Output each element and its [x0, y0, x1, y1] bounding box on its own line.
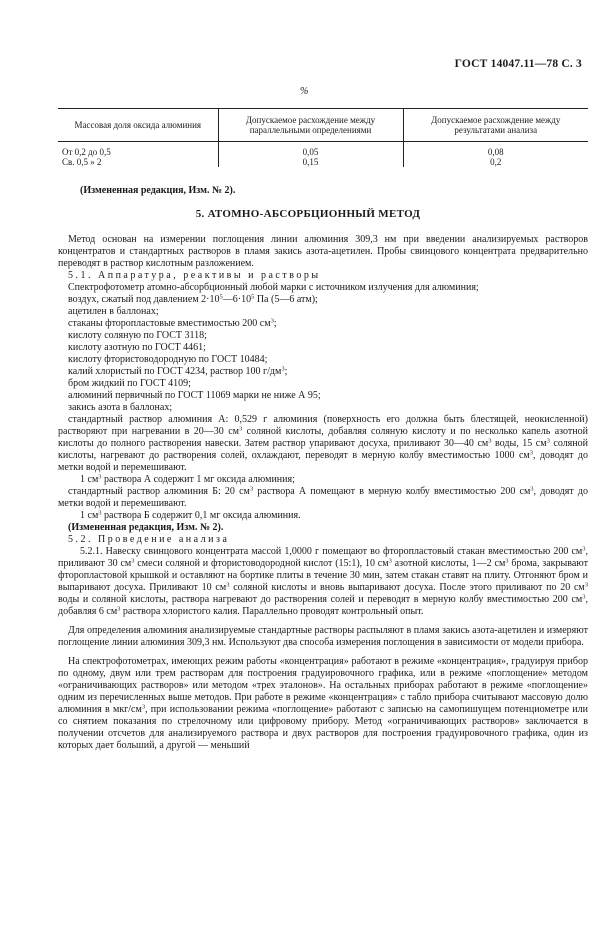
document-body: [58, 234, 588, 752]
reagent-item: кислоту фтористоводородную по ГОСТ 10484;: [68, 354, 268, 365]
measurement-paragraph: Для определения алюминия анализируемые стандартные растворы распыляют в пламя закись азота-ацетилен и измеряют поглощение линии алюминия 309,3 нм. Используют два способа измерения поглощения в зависимости от модели прибора.: [58, 625, 588, 648]
table-cell: От 0,2 до 0,5: [62, 147, 111, 157]
intro-paragraph: Метод основан на измерении поглощения линии алюминия 309,3 нм при введении анализируемых растворов концентратов и стандартных растворов в пламя закись азота-ацетилен. Пробы свинцового концентрата предварительно переводят в раствор кислотным разложением.: [58, 234, 588, 269]
amendment-note: (Измененная редакция, Изм. № 2).: [68, 522, 224, 533]
table-cell: 0,08: [403, 142, 588, 158]
reagent-item: закись азота в баллонах;: [68, 402, 173, 413]
table-cell: Св. 0,5 » 2: [62, 157, 102, 167]
subsection-title: 5.1. Аппаратура, реактивы и растворы: [68, 270, 321, 281]
table-header-cell: Массовая доля оксида алюминия: [58, 109, 218, 142]
page-header: ГОСТ 14047.11—78 С. 3: [454, 58, 582, 70]
table-header-cell: Допускаемое расхождение между результатами анализа: [403, 109, 588, 142]
table-header-row: [58, 109, 588, 142]
reagent-item: ацетилен в баллонах;: [68, 306, 159, 317]
table-row: [58, 157, 588, 167]
amendment-note: (Измененная редакция, Изм. № 2).: [80, 185, 236, 196]
spectrophotometer-paragraph: На спектрофотометрах, имеющих режим работы «концентрация» работают в режиме «концентрация», градуируя прибор по одному, двум или трем растворам для построения градуировочного графика, или в режиме «поглощение» методом «ограничивающих растворов» или методом «трех эталонов». На остальных приборах работают в режиме «поглощение» одним из перечисленных выше методов. При работе в режиме «концентрация» с табло прибора считывают массовую долю алюминия в мкг/$см^3$, при использовании режима «поглощение» работают с записью на самопишущем потенциометре или со снятием показания по стрелочному или цифровому прибору. Метод «ограничивающих растворов» заключается в получении отсчетов для анализируемого раствора и двух растворов для построения градуировочного графика, один из которых дает больший, а другой — меньший: [58, 656, 588, 751]
standard-solution-b: стандартный раствор алюминия Б: 20 $см^3$ раствора А помещают в мерную колбу вместимостью 200 $см^3$, доводят до метки водой и перемешивают.: [58, 485, 589, 509]
reagent-item: воздух, сжатый под давлением $2\cdot 10^5—6\cdot 10^5$ Па (5—6 атм);: [68, 293, 318, 305]
solution-b-content: 1 $см^3$ раствора Б содержит 0,1 мг оксида алюминия.: [80, 509, 301, 521]
solution-a-content: 1 $см^3$ раствора А содержит 1 мг оксида алюминия;: [80, 473, 295, 485]
equipment-item: Спектрофотометр атомно-абсорбционный любой марки с источником излучения для алюминия;: [68, 282, 479, 293]
table-cell: 0,2: [403, 157, 588, 167]
table-header-cell: Допускаемое расхождение между параллельными определениями: [218, 109, 403, 142]
reagent-item: кислоту азотную по ГОСТ 4461;: [68, 342, 206, 353]
table-cell: 0,05: [218, 142, 403, 158]
reagent-item: кислоту соляную по ГОСТ 3118;: [68, 330, 207, 341]
reagent-item: бром жидкий по ГОСТ 4109;: [68, 378, 191, 389]
table-row: [58, 142, 588, 158]
reagent-item: калий хлористый по ГОСТ 4234, раствор 100 $г/дм^3$;: [68, 365, 288, 377]
subsection-title: 5.2. Проведение анализа: [68, 534, 230, 545]
reagent-item: стаканы фторопластовые вместимостью 200 $см^3$;: [68, 317, 277, 329]
section-title: 5. АТОМНО-АБСОРБЦИОННЫЙ МЕТОД: [195, 208, 421, 220]
standard-solution-a: стандартный раствор алюминия А: 0,529 г алюминия (поверхность его должна быть блестящей, неокисленной) растворяют при нагревании в 20—30 $см^3$ соляной кислоты, добавляя соляную кислоту и по несколько капель азотной кислоты до полного растворения навески. Затем раствор упаривают досуха, приливают 30—40 $см^3$ воды, 15 $см^3$ соляной кислоты, нагревают до растворения солей, охлаждают, переводят в мерную колбу вместимостью 1000 $см^3$, доводят до метки водой и перемешивают.: [58, 414, 588, 473]
tolerance-table: [58, 108, 588, 167]
table-cell: 0,15: [218, 157, 403, 167]
procedure-paragraph: 5.2.1. Навеску свинцового концентрата массой 1,0000 г помещают во фторопластовый стакан вместимостью 200 $см^3$, приливают 30 $см^3$ смеси соляной и фтористоводородной кислот (15:1), 10 $см^3$ азотной кислоты, 1—2 $см^3$ брома, закрывают фторопластовой крышкой и оставляют на бортике плиты в течение 30 мин, затем стакан ставят на плиту. Отгоняют бром и выпаривают досуха. Приливают 10 $см^3$ соляной кислоты и вновь выпаривают досуха. После этого приливают по 20 $см^3$ воды и соляной кислоты, раствора нагревают до растворения солей и переводят в мерную колбу вместимостью 200 $см^3$, добавляя 6 $см^3$ раствора хлористого калия. Параллельно проводят контрольный опыт.: [58, 545, 588, 617]
table-unit: %: [300, 86, 309, 97]
reagent-item: алюминий первичный по ГОСТ 11069 марки не ниже А 95;: [68, 390, 321, 401]
